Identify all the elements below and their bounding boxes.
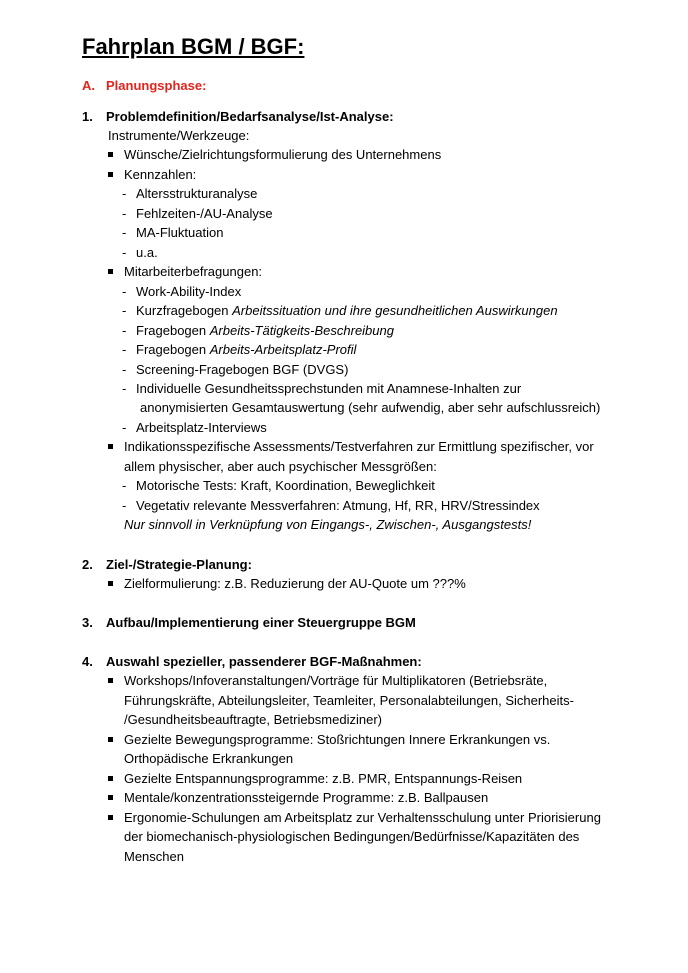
bullet-text: Indikationsspezifische Assessments/Testverfahren zur Ermittlung spezifischer, vor <box>124 439 594 454</box>
bullet-marker <box>108 444 113 449</box>
bullet-marker <box>108 678 113 683</box>
dash-marker: - <box>122 186 127 201</box>
section-number: 3. <box>82 615 93 630</box>
phase-heading <box>82 78 206 93</box>
dash-text: Vegetativ relevante Messverfahren: Atmung, Hf, RR, HRV/Stressindex <box>136 498 540 513</box>
phase-number: A. <box>82 78 95 93</box>
dash-marker: - <box>122 245 127 260</box>
section-1-intro: Instrumente/Werkzeuge: <box>108 128 250 143</box>
section-number: 2. <box>82 557 93 572</box>
dash-marker: - <box>122 206 127 221</box>
dash-marker: - <box>122 420 127 435</box>
bullet-marker <box>108 795 113 800</box>
dash-text: Individuelle Gesundheitssprechstunden mit Anamnese-Inhalten zur <box>136 381 522 396</box>
dash-text-plain: Kurzfragebogen <box>136 303 233 318</box>
section-title: Aufbau/Implementierung einer Steuergruppe BGM <box>106 615 416 630</box>
dash-marker: - <box>122 323 127 338</box>
dash-text-plain: Fragebogen <box>136 342 210 357</box>
bullet-marker <box>108 269 113 274</box>
dash-text: Work-Ability-Index <box>136 284 242 299</box>
dash-marker: - <box>122 342 127 357</box>
bullet-text-continuation: Orthopädische Erkrankungen <box>124 751 294 766</box>
section-number: 4. <box>82 654 93 669</box>
dash-text <box>136 301 558 320</box>
section-4-heading <box>82 654 422 669</box>
bullet-text: Wünsche/Zielrichtungsformulierung des Unternehmens <box>124 147 442 162</box>
dash-marker: - <box>122 284 127 299</box>
bullet-marker <box>108 737 113 742</box>
dash-marker: - <box>122 478 127 493</box>
bullet-text: Gezielte Bewegungsprogramme: Stoßrichtungen Innere Erkrankungen vs. <box>124 732 551 747</box>
section-title: Ziel-/Strategie-Planung: <box>106 557 252 572</box>
dash-marker: - <box>122 225 127 240</box>
bullet-marker <box>108 815 113 820</box>
bullet-text: Kennzahlen: <box>124 167 197 182</box>
bullet-text: Ergonomie-Schulungen am Arbeitsplatz zur Verhaltensschulung unter Priorisierung <box>124 810 601 825</box>
bullet-text-continuation: Führungskräfte, Abteilungsleiter, Teamleiter, Personalabteilungen, Sicherheits- <box>124 693 574 708</box>
dash-text: Altersstrukturanalyse <box>136 186 258 201</box>
dash-marker: - <box>122 381 127 396</box>
bullet-text-continuation: /Gesundheitsbeauftragte, Betriebsmediziner) <box>124 712 382 727</box>
bullet-text-continuation: der biomechanisch-physiologischen Bedingungen/Bedürfnisse/Kapazitäten des <box>124 829 580 844</box>
section-1-heading <box>82 109 394 124</box>
bullet-text: Gezielte Entspannungsprogramme: z.B. PMR, Entspannungs-Reisen <box>124 771 523 786</box>
dash-marker: - <box>122 303 127 318</box>
document-title: Fahrplan BGM / BGF: <box>82 34 305 59</box>
dash-text: u.a. <box>136 245 158 260</box>
dash-text: Screening-Fragebogen BGF (DVGS) <box>136 362 349 377</box>
dash-text <box>136 340 356 359</box>
dash-marker: - <box>122 362 127 377</box>
dash-text: Arbeitsplatz-Interviews <box>136 420 267 435</box>
dash-text: Motorische Tests: Kraft, Koordination, Beweglichkeit <box>136 478 435 493</box>
bullet-text-continuation: Menschen <box>124 849 184 864</box>
bullet-text-continuation: allem physischer, aber auch psychischer Messgrößen: <box>124 459 437 474</box>
phase-label: Planungsphase: <box>106 78 207 93</box>
section-3-heading <box>82 615 416 630</box>
dash-text <box>136 321 394 340</box>
dash-marker: - <box>122 498 127 513</box>
section-2-heading <box>82 557 252 572</box>
bullet-marker <box>108 581 113 586</box>
dash-text: MA-Fluktuation <box>136 225 224 240</box>
bullet-text: Mentale/konzentrationssteigernde Programme: z.B. Ballpausen <box>124 790 489 805</box>
bullet-marker <box>108 152 113 157</box>
dash-text-continuation: anonymisierten Gesamtauswertung (sehr aufwendig, aber sehr aufschlussreich) <box>140 400 601 415</box>
bullet-text: Mitarbeiterbefragungen: <box>124 264 263 279</box>
section-number: 1. <box>82 109 93 124</box>
note-text: Nur sinnvoll in Verknüpfung von Eingangs-, Zwischen-, Ausgangstests! <box>124 517 532 532</box>
bullet-marker <box>108 172 113 177</box>
bullet-text: Workshops/Infoveranstaltungen/Vorträge für Multiplikatoren (Betriebsräte, <box>124 673 548 688</box>
dash-text-plain: Fragebogen <box>136 323 210 338</box>
dash-text-italic: Arbeitssituation und ihre gesundheitlichen Auswirkungen <box>232 303 558 318</box>
section-title: Auswahl spezieller, passenderer BGF-Maßnahmen: <box>106 654 422 669</box>
section-title: Problemdefinition/Bedarfsanalyse/Ist-Analyse: <box>106 109 394 124</box>
dash-text-italic: Arbeits-Arbeitsplatz-Profil <box>209 342 357 357</box>
bullet-marker <box>108 776 113 781</box>
dash-text-italic: Arbeits-Tätigkeits-Beschreibung <box>209 323 394 338</box>
bullet-text: Zielformulierung: z.B. Reduzierung der AU-Quote um ???% <box>124 576 466 591</box>
dash-text: Fehlzeiten-/AU-Analyse <box>136 206 273 221</box>
